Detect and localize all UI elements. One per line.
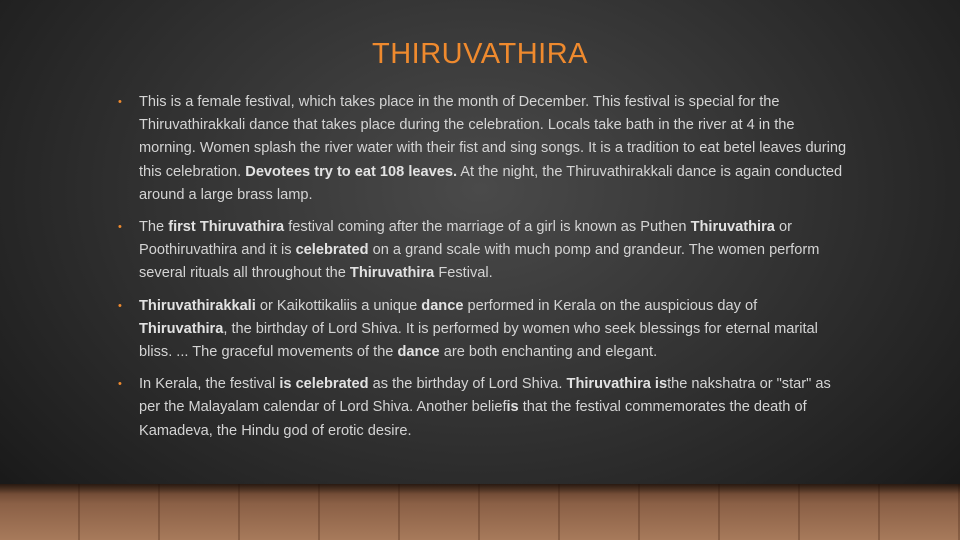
bullet-dot: • [118,96,122,108]
text-run: festival coming after the marriage of a girl is known as Puthen [284,219,691,236]
bold-text: dance [421,297,464,314]
bullet-item [118,295,848,365]
bullet-dot: • [118,378,122,391]
slide-title: THIRUVATHIRA [372,38,588,70]
text-run: or Poothiruvathira and it is [139,219,792,259]
text-run: performed in Kerala on the auspicious day of [463,297,758,314]
bold-text: is celebrated [279,376,369,393]
bold-text: Thiruvathira [139,320,224,337]
text-run: that the festival commemorates the death of Kamadeva, the Hindu god of erotic desire. [139,399,807,439]
bullet-item [118,373,848,443]
text-run: as the birthday of Lord Shiva. [368,376,567,393]
bold-text: celebrated [295,242,369,259]
bullet-list [118,91,848,452]
text-run: Festival. [434,265,493,282]
bold-text: Thiruvathira [690,219,775,236]
text-run: are both enchanting and elegant. [439,344,658,361]
bullet-item [118,91,848,207]
floor-shadow [0,484,960,494]
text-run: on a grand scale with much pomp and grandeur. The women perform several rituals all throughout the [139,242,820,282]
text-run: the nakshatra or "star" as per the Malayalam calendar of Lord Shiva. Another belief [139,376,831,416]
bold-text: Thiruvathira [349,265,435,282]
bullet-dot: • [118,299,122,312]
bold-text: first Thiruvathira [168,219,285,236]
text-run: or Kaikottikaliis a unique [255,297,422,314]
bold-text: dance [397,344,440,361]
bold-text: Thiruvathirakkali [139,297,256,314]
text-run: , the birthday of Lord Shiva. It is performed by women who seek blessings for eternal marital bliss. ... The graceful movements of the [139,320,818,361]
bullet-dot: • [118,221,122,234]
bullet-item [118,216,848,286]
bold-text: Devotees try to eat 108 leaves. [245,163,458,180]
text-run: In Kerala, the festival [139,376,280,393]
text-run: The [139,219,169,236]
bold-text: is [506,399,519,416]
text-run: At the night, the Thiruvathirakkali dance is again conducted around a large brass lamp. [139,163,843,203]
text-run: This is a female festival, which takes place in the month of December. This festival is special for the Thiruvathirakkali dance that takes place during the celebration. Locals take bath in the river at 4 in the morning. Women splash the river water with their fist and sing songs. It is a tradition to eat betel leaves during this celebration. [139,94,847,180]
bold-text: Thiruvathira is [566,376,668,393]
